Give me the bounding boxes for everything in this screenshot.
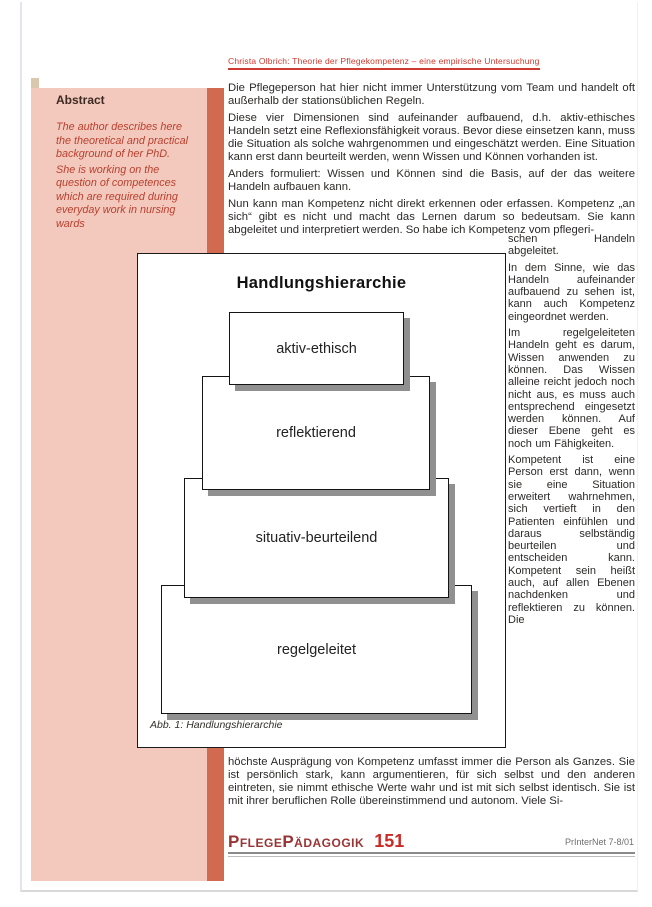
- body-text-bottom: [228, 756, 635, 812]
- abstract-title: Abstract: [56, 93, 105, 107]
- footer-journal: [228, 831, 404, 852]
- body-paragraph: Anders formuliert: Wissen und Können sind die Basis, auf der das weitere Handeln aufbauen kann.: [228, 168, 635, 193]
- abstract-panel: [56, 93, 197, 233]
- body-paragraph: Kompetent ist eine Person erst dann, wenn sie eine Situation erweitert wahrnehmen, sich vertieft in den Patienten einfühlen und daraus selbständig beurteilen und entscheiden kann. Kompetent sein heißt auch, auf allen Ebenen nachdenken und reflektieren zu können. Die: [508, 454, 635, 626]
- body-paragraph: Diese vier Dimensionen sind aufeinander aufbauend, d.h. aktiv-ethisches Handeln setzt eine Reflexionsfähigkeit voraus. Bevor diese einsetzen kann, muss die Situation als solche wahrgenommen und eingeschätzt werden. Eine Situation kann erst dann beurteilt werden, wenn Wissen und Können vorhanden ist.: [228, 112, 635, 163]
- body-paragraph: Nun kann man Kompetenz nicht direkt erkennen oder erfassen. Kompetenz „an sich“ gibt es nicht und macht das Lernen darum so bedeutsam. Sie kann abgeleitet und interpretiert werden. So habe ich Kompetenz vom pflegeri-: [228, 198, 635, 236]
- figure-caption: Abb. 1: Handlungshierarchie: [150, 719, 283, 731]
- body-text-right-column: [508, 233, 635, 630]
- body-paragraph: Die Pflegeperson hat hier nicht immer Unterstützung vom Team und handelt oft außerhalb der stationsüblichen Regeln.: [228, 82, 635, 107]
- abstract-paragraph: She is working on the question of competences which are required during everyday work in nursing wards: [56, 163, 178, 230]
- figure-level-box-reflektierend: reflektierend: [202, 376, 430, 490]
- running-head: Christa Olbrich: Theorie der Pflegekompetenz – eine empirische Untersuchung: [228, 56, 540, 70]
- body-paragraph: höchste Ausprägung von Kompetenz umfasst immer die Person als Ganzes. Sie ist persönlich stark, kann argumentieren, für sich selbst und den anderen eintreten, sie nimmt ethische Werte wahr und ist mit sich selbst identisch. Sie ist mit ihrer beruflichen Rolle übereinstimmend und autonom. Viele Si-: [228, 756, 635, 807]
- body-text-top: [228, 82, 635, 241]
- footer-page-number: 151: [374, 831, 405, 851]
- figure-panel: [137, 253, 506, 748]
- abstract-paragraph: The author describes here the theoretical and practical background of her PhD.: [56, 121, 189, 160]
- body-paragraph: In dem Sinne, wie das Handeln aufeinander aufbauend zu sehen ist, kann auch Kompetenz eingeordnet werden.: [508, 261, 635, 323]
- figure-title: Handlungshierarchie: [236, 274, 407, 292]
- figure-level-box-situativ-beurteilend: situativ-beurteilend: [184, 478, 449, 598]
- abstract-text: [56, 121, 197, 231]
- body-paragraph: Im regelgeleiteten Handeln geht es darum, Wissen anwenden zu können. Das Wissen alleine reicht jedoch noch nicht aus, es muss auch entsprechend eingesetzt werden können. Auf dieser Ebene geht es noch um Fähigkeiten.: [508, 327, 635, 450]
- footer-journal-name: PflegePädagogik: [228, 832, 365, 851]
- footer-rule: [228, 852, 635, 857]
- footer-issue: PrInterNet 7-8/01: [564, 837, 634, 847]
- figure-level-box-aktiv-ethisch: aktiv-ethisch: [229, 312, 404, 385]
- figure-level-box-regelgeleitet: regelgeleitet: [161, 585, 472, 714]
- body-paragraph: schen Handeln abgeleitet.: [508, 233, 635, 258]
